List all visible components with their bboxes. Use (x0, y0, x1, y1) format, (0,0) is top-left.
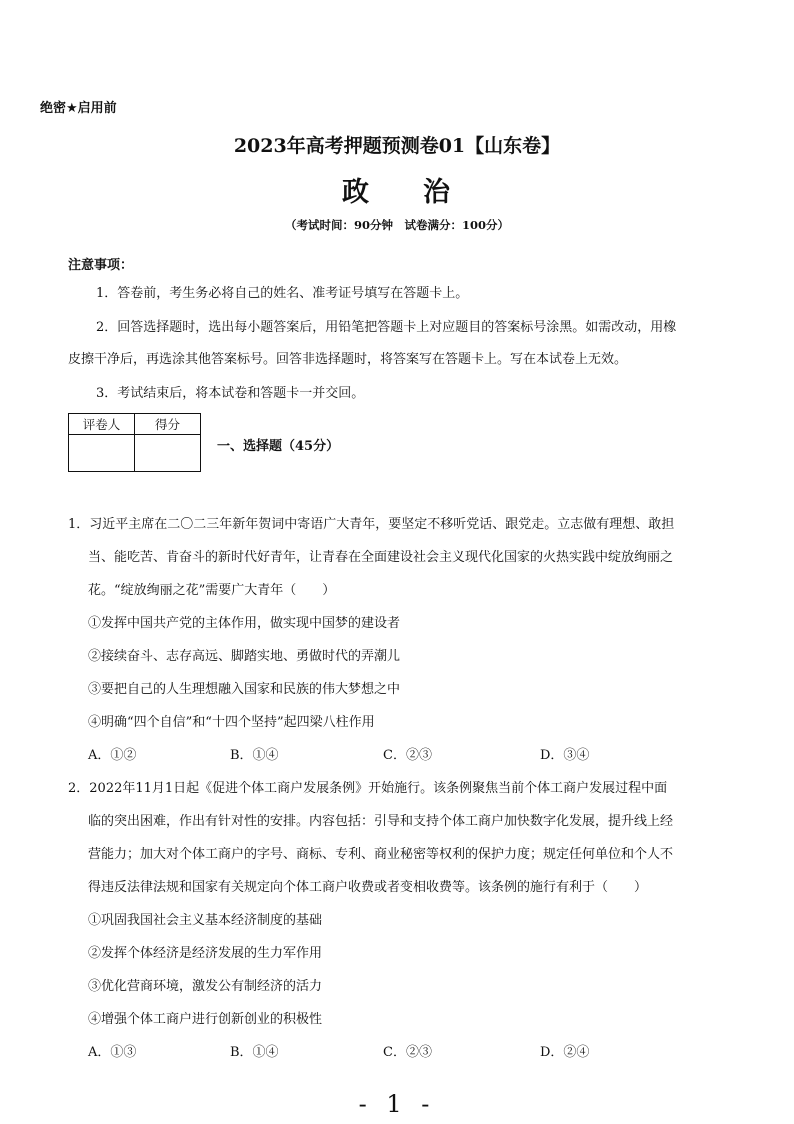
q1-statement-1: ①发挥中国共产党的主体作用，做实现中国梦的建设者 (88, 616, 401, 631)
subject-char-1: 政 (342, 177, 371, 208)
q2-line-1: 2．2022年11月1日起《促进个体工商户发展条例》开始施行。该条例聚焦当前个体工商户发展过程中面 (68, 781, 668, 796)
q2-statement-4: ④增强个体工商户进行创新创业的积极性 (88, 1012, 323, 1027)
notice-item-3: 3．考试结束后，将本试卷和答题卡一并交回。 (96, 386, 365, 401)
q1-statement-4: ④明确“四个自信”和“十四个坚持”起四梁八柱作用 (88, 715, 375, 730)
q1-option-c[interactable]: C．②③ (383, 748, 432, 763)
score-table-cell-grader (69, 435, 135, 472)
section-heading: 一、选择题（45分） (217, 439, 340, 454)
q2-option-c[interactable]: C．②③ (383, 1045, 432, 1060)
exam-meta: （考试时间：90分钟 试卷满分：100分） (284, 218, 509, 232)
q1-line-3: 花。“绽放绚丽之花”需要广大青年（ ） (88, 583, 336, 598)
q2-statement-2: ②发挥个体经济是经济发展的生力军作用 (88, 946, 323, 961)
subject-title (0, 170, 794, 209)
q2-option-a[interactable]: A．①③ (88, 1045, 137, 1060)
q2-line-2: 临的突出困难，作出有针对性的安排。内容包括：引导和支持个体工商户加快数字化发展，提升线上经 (88, 814, 674, 829)
q2-option-b[interactable]: B．①④ (230, 1045, 279, 1060)
page-number: - 1 - (358, 1090, 436, 1118)
notice-heading: 注意事项： (68, 258, 134, 273)
secret-label: 绝密★启用前 (40, 101, 117, 116)
q1-statement-3: ③要把自己的人生理想融入国家和民族的伟大梦想之中 (88, 682, 401, 697)
score-table-header-score: 得分 (135, 414, 201, 435)
q1-option-d[interactable]: D．③④ (540, 748, 590, 763)
exam-title: 2023年高考押题预测卷01【山东卷】 (233, 135, 561, 157)
score-table (68, 413, 201, 472)
score-table-header-grader: 评卷人 (69, 414, 135, 435)
q2-statement-1: ①巩固我国社会主义基本经济制度的基础 (88, 913, 323, 928)
notice-item-2-cont: 皮擦干净后，再选涂其他答案标号。回答非选择题时，将答案写在答题卡上。写在本试卷上无效。 (68, 352, 628, 367)
q1-line-1: 1．习近平主席在二〇二三年新年贺词中寄语广大青年，要坚定不移听党话、跟党走。立志做有理想、敢担 (68, 517, 675, 532)
notice-item-2: 2．回答选择题时，选出每小题答案后，用铅笔把答题卡上对应题目的答案标号涂黑。如需改动，用橡 (96, 320, 677, 335)
subject-char-2: 治 (423, 177, 452, 208)
q2-statement-3: ③优化营商环境，激发公有制经济的活力 (88, 979, 323, 994)
notice-item-1: 1．答卷前，考生务必将自己的姓名、准考证号填写在答题卡上。 (96, 286, 469, 301)
q2-option-d[interactable]: D．②④ (540, 1045, 590, 1060)
q1-option-b[interactable]: B．①④ (230, 748, 279, 763)
q2-line-3: 营能力；加大对个体工商户的字号、商标、专利、商业秘密等权利的保护力度；规定任何单位和个人不 (88, 847, 674, 862)
q1-option-a[interactable]: A．①② (88, 748, 137, 763)
q1-statement-2: ②接续奋斗、志存高远、脚踏实地、勇做时代的弄潮儿 (88, 649, 401, 664)
q2-line-4: 得违反法律法规和国家有关规定向个体工商户收费或者变相收费等。该条例的施行有利于（ ） (88, 880, 648, 895)
q1-line-2: 当、能吃苦、肯奋斗的新时代好青年，让青春在全面建设社会主义现代化国家的火热实践中绽放绚丽之 (88, 550, 674, 565)
score-table-cell-score (135, 435, 201, 472)
